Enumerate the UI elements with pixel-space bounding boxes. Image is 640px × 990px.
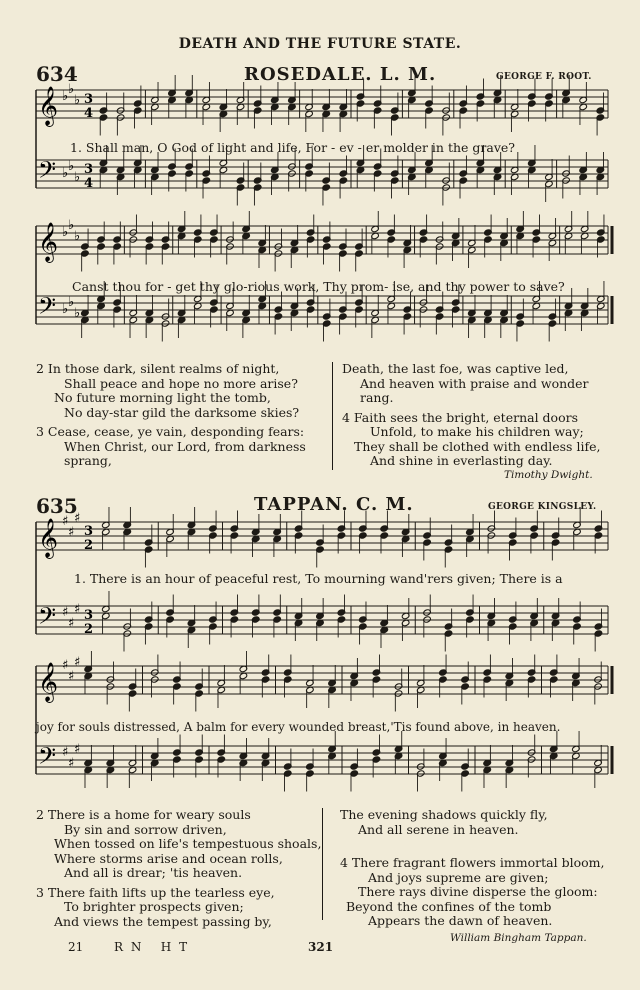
verse-line: Beyond the confines of the tomb <box>346 898 552 914</box>
verse-line: Where storms arise and ocean rolls, <box>54 850 283 866</box>
bass-clef-icon: 𝄢 <box>38 742 57 775</box>
key-signature-icon: ♭ <box>68 218 75 233</box>
bass-clef-icon: 𝄢 <box>38 292 57 325</box>
hymn-635-verses-left <box>36 808 336 929</box>
key-signature-icon: ♭ <box>74 93 81 108</box>
key-signature-icon: ♭ <box>62 302 69 317</box>
time-signature-top: 3 <box>84 92 94 107</box>
time-signature-top: 3 <box>84 524 94 539</box>
hymn-635-verses-right <box>340 808 610 929</box>
time-signature-bottom: 2 <box>84 538 94 553</box>
verse-line: And all is drear; 'tis heaven. <box>64 865 243 880</box>
verse-line: To brighter prospects given; <box>64 899 244 914</box>
key-signature-icon: ♯ <box>74 511 81 526</box>
time-signature-bottom: 4 <box>84 106 94 121</box>
key-signature-icon: ♯ <box>62 605 69 620</box>
verse-line: Appears the dawn of heaven. <box>368 913 553 928</box>
page-header: DEATH AND THE FUTURE STATE. <box>178 36 462 52</box>
hymn-635-author: William Bingham Tappan. <box>450 932 587 944</box>
verse-line: 4 There fragrant flowers immortal bloom, <box>340 855 605 870</box>
hymn-635-tune-title: TAPPAN. C. M. <box>254 494 414 515</box>
verse-column-divider <box>332 362 333 470</box>
verse-line: When tossed on life's tempestuous shoals, <box>54 836 322 851</box>
bass-staff <box>36 296 608 324</box>
hymn-634-verses-left <box>36 362 326 469</box>
verse-line: No day-star gild the darksome skies? <box>64 404 300 420</box>
verse-line: 4 Faith sees the bright, eternal doors <box>342 409 578 425</box>
treble-staff <box>36 90 608 118</box>
key-signature-icon: ♯ <box>74 655 81 670</box>
verse-line: And views the tempest passing by, <box>54 913 272 929</box>
verse-line: And shine in everlasting day. <box>370 453 553 468</box>
time-signature-top: 3 <box>84 162 94 177</box>
hymn-634-tune-title: ROSEDALE. L. M. <box>244 64 437 85</box>
key-signature-icon: ♯ <box>62 514 69 529</box>
key-signature-icon: ♭ <box>68 159 75 174</box>
hymn-634-lyric-line-2: Canst thou for - get thy glo-rious work, Thy prom- ise, and thy power to save? <box>72 279 565 294</box>
hymn-635-composer: GEORGE KINGSLEY. <box>488 502 597 512</box>
footer-marks: R N H T <box>114 940 190 954</box>
verse-line: Unfold, to make his children way; <box>370 424 584 439</box>
treble-clef-icon: 𝄞 <box>38 222 59 262</box>
treble-clef-icon: 𝄞 <box>38 86 59 126</box>
verse-line: And joys supreme are given; <box>368 869 549 885</box>
verse-column-divider <box>322 808 323 920</box>
verse-line: No future morning light the tomb, <box>54 390 271 405</box>
hymn-634-composer: GEORGE F. ROOT. <box>496 72 592 82</box>
hymn-635-lyric-line-1: 1. There is an hour of peaceful rest, To mourning wand'rers given; There is a <box>74 571 563 586</box>
key-signature-icon: ♯ <box>68 525 75 540</box>
key-signature-icon: ♯ <box>68 669 75 684</box>
key-signature-icon: ♭ <box>68 82 75 97</box>
hymn-635-system-1-music <box>36 512 608 664</box>
verse-line: sprang, <box>64 453 112 468</box>
verse-line: The evening shadows quickly fly, <box>340 807 548 822</box>
verse-line: Shall peace and hope no more arise? <box>64 375 298 391</box>
hymn-634-lyric-line-1: 1. Shall man, O God of light and life, For - ev - er molder in the grave? <box>70 140 515 155</box>
treble-clef-icon: 𝄞 <box>38 518 59 558</box>
key-signature-icon: ♭ <box>74 229 81 244</box>
verse-line: rang. <box>360 390 394 405</box>
key-signature-icon: ♭ <box>74 306 81 321</box>
time-signature-bottom: 2 <box>84 622 94 637</box>
key-signature-icon: ♯ <box>68 616 75 631</box>
key-signature-icon: ♯ <box>68 756 75 771</box>
verse-line: 2 There is a home for weary souls <box>36 807 251 822</box>
hymn-635-number: 635 <box>36 494 78 518</box>
verse-line: When Christ, our Lord, from darkness <box>64 438 306 454</box>
treble-staff <box>36 522 608 550</box>
key-signature-icon: ♯ <box>74 742 81 757</box>
hymn-635-lyric-line-2: joy for souls distressed, A balm for every wounded breast,'Tis found above, in heaven. <box>36 720 561 734</box>
footer-signature: 21 <box>68 940 84 954</box>
page-number: 321 <box>308 940 334 954</box>
hymn-634-author: Timothy Dwight. <box>504 469 593 481</box>
verse-line: 2 In those dark, silent realms of night, <box>36 361 280 376</box>
time-signature-top: 3 <box>84 608 94 623</box>
hymn-634-number: 634 <box>36 62 78 86</box>
hymn-634-verses-right <box>342 362 612 469</box>
verse-line: By sin and sorrow driven, <box>64 821 227 837</box>
treble-clef-icon: 𝄞 <box>38 662 59 702</box>
verse-line: And heaven with praise and wonder <box>360 375 589 391</box>
key-signature-icon: ♭ <box>62 225 69 240</box>
verse-line: There rays divine disperse the gloom: <box>358 884 598 899</box>
time-signature-bottom: 4 <box>84 176 94 191</box>
bass-staff <box>36 746 608 774</box>
key-signature-icon: ♯ <box>62 745 69 760</box>
bass-clef-icon: 𝄢 <box>38 602 57 635</box>
treble-staff <box>36 666 608 694</box>
key-signature-icon: ♭ <box>62 166 69 181</box>
verse-line: They shall be clothed with endless life, <box>354 438 601 454</box>
key-signature-icon: ♯ <box>74 602 81 617</box>
verse-line: And all serene in heaven. <box>358 821 519 837</box>
verse-line: Death, the last foe, was captive led, <box>342 361 569 376</box>
key-signature-icon: ♭ <box>62 89 69 104</box>
key-signature-icon: ♭ <box>68 295 75 310</box>
verse-line: 3 Cease, cease, ye vain, desponding fears: <box>36 424 305 439</box>
bass-clef-icon: 𝄢 <box>38 156 57 189</box>
key-signature-icon: ♯ <box>62 658 69 673</box>
verse-line: 3 There faith lifts up the tearless eye, <box>36 884 275 900</box>
key-signature-icon: ♭ <box>74 170 81 185</box>
